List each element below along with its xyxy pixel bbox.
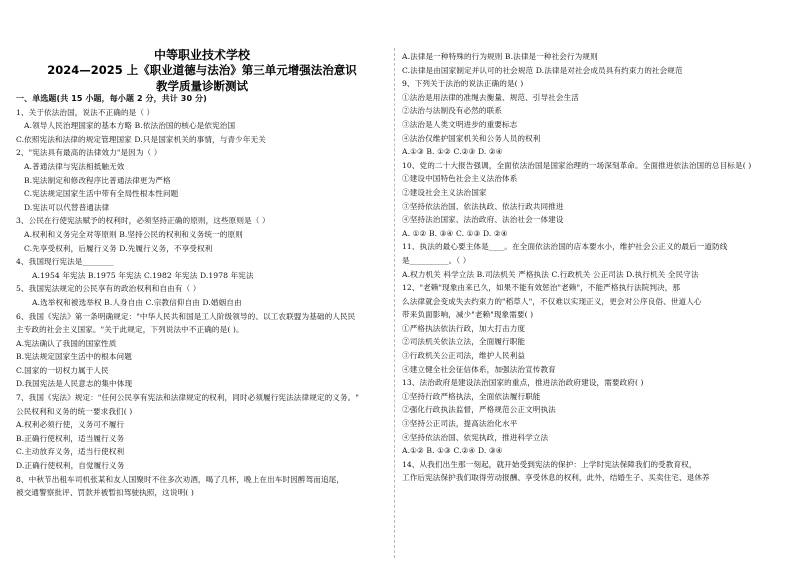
text-line: A.普通法律与宪法相抵触无效 (24, 161, 125, 171)
text-line: ①严格执法依法行政，加大打击力度 (402, 323, 526, 333)
text-line: ③行政机关公正司法，维护人民利益 (402, 351, 526, 361)
text-line: B.宪法制定和修改程序比普通法律更为严格 (24, 175, 171, 185)
text-line: 8、中秋节出租车司机张某和友人国聚时不住多次劝酒，喝了几杯，晚上在出车时因醉驾而追尾， (16, 474, 345, 484)
text-line: 13、法治政府是建设法治国家的重点，推进法治政府建设，需要政府( ) (402, 378, 644, 388)
text-line: ④坚持法治国家、法治政府、法治社会一体建设 (402, 215, 564, 225)
school-name: 中等职业技术学校 (153, 48, 250, 62)
text-line: C.依照宪法和法律的规定管理国家 D.只是国家机关的事情，与青少年无关 (16, 134, 266, 144)
text-line: 3、公民在行使宪法赋予的权利时，必须坚持正确的原则，这些原则是（ ） (16, 216, 270, 226)
text-line: 14、从我们出生那一刻起，就开始受到宪法的保护：上学时宪法保障我们的受教育权， (402, 459, 697, 469)
text-line: A.领导人民治理国家的基本方略 B.依法治国的核心是依宪治国 (24, 121, 236, 131)
text-line: ④法治仅维护国家机关和公务人员的权利 (402, 133, 541, 143)
column-divider (394, 48, 395, 558)
text-line: A.宪法确认了我国的国家性质 (16, 338, 117, 348)
text-line: 4、我国现行宪法是________ (16, 257, 114, 267)
text-line: 10、党的二十大报告强调，全面依法治国是国家治理的一场深刻革命。全面推进依法治国的总目标是( ) (402, 160, 752, 170)
text-line: C.法律是由国家制定并认可的社会规范 D.法律是对社会成员具有约束力的社会规范 (402, 65, 683, 75)
text-line: C.先享受权利，后履行义务 D.先履行义务，不享受权利 (24, 243, 213, 253)
text-line: 主专政的社会主义国家。"关于此规定，下列说法中不正确的是( )。 (16, 325, 244, 335)
text-line: 么法律就会变成失去约束力的"稻草人"，不仅难以实现正义，更会对公序良俗、世道人心 (402, 296, 702, 306)
text-line: ②法治与法制没有必然的联系 (402, 106, 503, 116)
text-line: B.宪法规定国家生活中的根本问题 (16, 352, 132, 362)
text-line: ③法治是人类文明进步的重要标志 (402, 119, 518, 129)
text-line: 7、我国《宪法》规定："任何公民享有宪法和法律规定的权利，同时必须履行宪法法律规定的义务。" (16, 393, 359, 403)
text-line: ①法治是用法律的准绳去衡量、规范、引导社会生活 (402, 92, 579, 102)
text-line: 5、我国宪法规定的公民享有的政治权利和自由有（ ） (16, 284, 201, 294)
text-line: D.宪法可以代替普通法律 (24, 202, 110, 212)
text-line: ②司法机关依法立法，全面履行职能 (402, 337, 526, 347)
text-line: 工作后宪法保护我们取得劳动报酬、享受休息的权利，此外，结婚生子、买卖住宅、退休养 (402, 473, 710, 483)
text-line: D.我国宪法是人民意志的集中体现 (16, 379, 133, 389)
text-line: ③坚持依法治国、依法执政、依法行政共同推进 (402, 201, 564, 211)
text-line: A.法律是一种特殊的行为规则 B.法律是一种社会行为规则 (402, 52, 598, 61)
text-line: 6、我国《宪法》第一条明确规定："中华人民共和国是工人阶级领导的、以工农联盟为基础的人民民 (16, 311, 356, 321)
text-line: A.权利必须行使，义务可不履行 (16, 420, 125, 430)
text-line: A.①③ B. ①② C.②③ D. ②④ (402, 147, 503, 157)
section-heading: 一、单选题(共 15 小题，每小题 2 分，共计 30 分) (16, 94, 207, 103)
text-line: A.选举权和被选举权 B.人身自由 C.宗教信仰自由 D.婚姻自由 (32, 297, 242, 307)
text-line: C.宪法规定国家生活中带有全局性根本性问题 (24, 189, 179, 199)
text-line: B.正确行使权利，适当履行义务 (16, 433, 125, 443)
text-line: ①坚持行政严格执法，全面依法履行职能 (402, 391, 541, 401)
text-line: 是__________。（ ） (402, 255, 471, 265)
exam-title: 2024—2025 上《职业道德与法治》第三单元增强法治意识 (47, 63, 357, 77)
text-line: ②建设社会主义法治国家 (402, 187, 487, 197)
text-line: 1、关于依法治国，说法不正确的是（ ） (16, 107, 155, 117)
text-line: 2、"宪法具有最高的法律效力"是因为（ ） (16, 148, 162, 158)
text-line: ④建立健全社会征信体系，加强法治宣传教育 (402, 364, 556, 374)
text-line: 9、下列关于法治的说法正确的是( ) (402, 79, 524, 89)
left-question-list (16, 92, 388, 500)
text-line: ②强化行政执法监督，严格规范公正文明执法 (402, 405, 556, 415)
exam-subtitle: 教学质量诊断测试 (156, 79, 248, 93)
text-line: 公民权利和义务的统一要求我们( ) (16, 406, 133, 416)
text-line: A.①② B. ①③ C.②④ D. ③④ (402, 446, 503, 456)
text-line: A.权利和义务完全对等原则 B.坚持公民的权利和义务统一的原则 (24, 229, 243, 239)
text-line: 带来负面影响，减少"老赖"现象需要( ) (402, 310, 534, 320)
text-line: ④坚持依法治国、依宪执政，推进科学立法 (402, 432, 549, 442)
text-line: A.权力机关 科学立法 B.司法机关 严格执法 C.行政机关 公正司法 D.执行机关 全民守法 (402, 269, 699, 279)
text-line: A. ①② B. ③④ C. ①③ D. ②④ (402, 228, 508, 238)
text-line: ①建设中国特色社会主义法治体系 (402, 174, 518, 184)
text-line: 被交通警察批评、罚款并被暂扣驾驶执照，这说明( ) (16, 488, 194, 498)
text-line: ③坚持公正司法，提高法治化水平 (402, 419, 518, 429)
text-line: A.1954 年宪法 B.1975 年宪法 C.1982 年宪法 D.1978 年宪法 (32, 270, 254, 280)
text-line: 12、"老赖"现象由来已久，如果不能有效惩治"老赖"，不能严格执行法院判决，那 (402, 283, 681, 293)
text-line: 11、执法的最心要主体是____。在全面依法治国的店本要水小，维护社会公正义的最后一道防线 (402, 242, 728, 252)
text-line: C.主动放弃义务，适当行使权利 (16, 447, 125, 457)
text-line: D.正确行使权利，自觉履行义务 (16, 461, 125, 471)
right-question-list (402, 50, 774, 485)
text-line: C.国家的一切权力属于人民 (16, 365, 109, 375)
